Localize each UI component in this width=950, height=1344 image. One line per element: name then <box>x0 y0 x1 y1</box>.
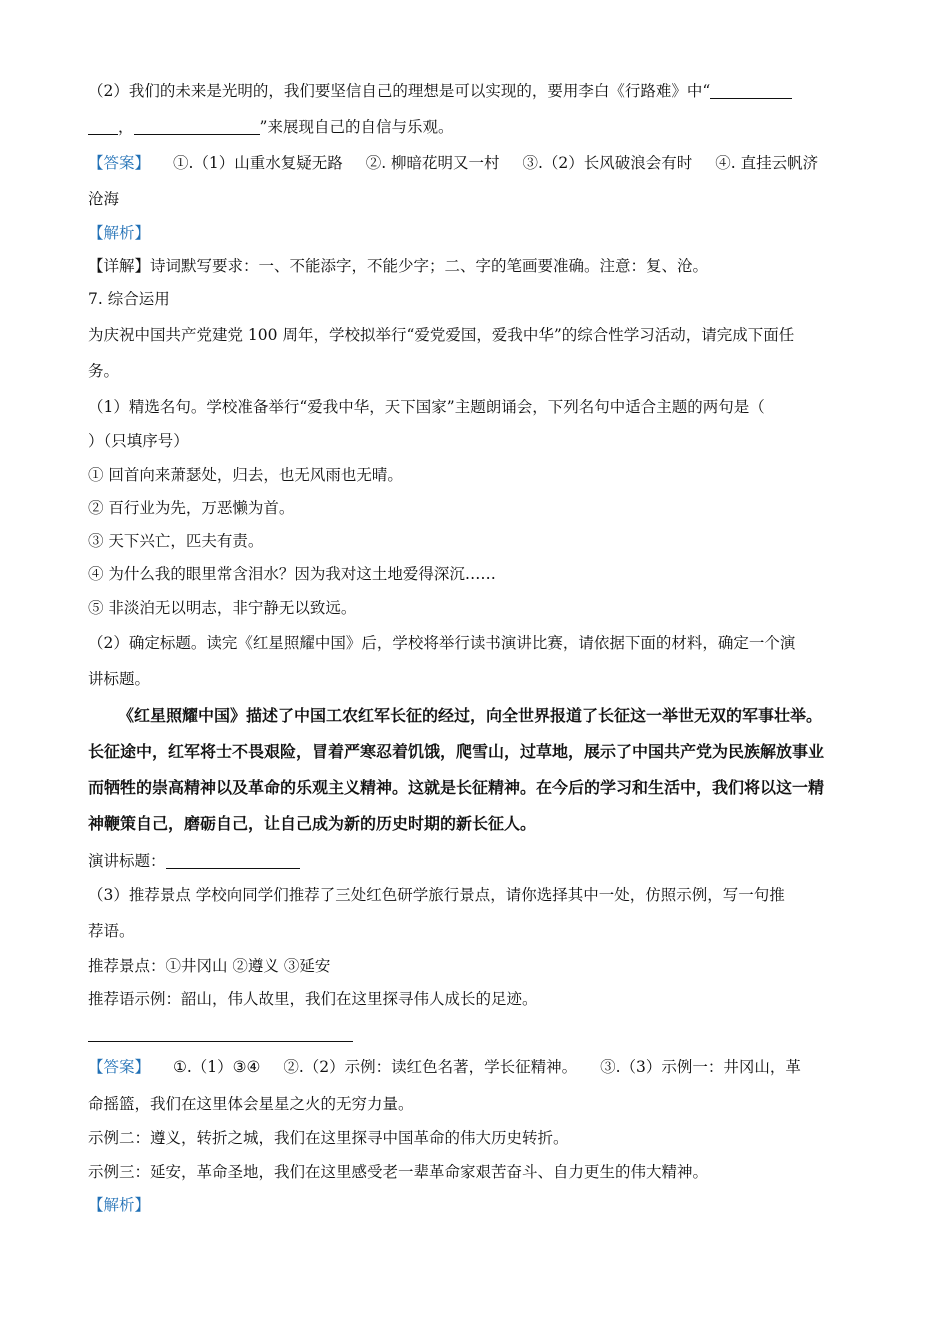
q6-detail: 【详解】诗词默写要求：一、不能添字，不能少字；二、字的笔画要准确。注意：复、沧。 <box>88 257 709 275</box>
q7-option-4: ④ 为什么我的眼里常含泪水？因为我对这土地爱得深沉…… <box>88 565 496 583</box>
q6-part2-line1 <box>88 80 792 102</box>
q7-answer-3: ③.（3）示例一：井冈山，革 <box>600 1058 801 1076</box>
q6-answer-2: ②. 柳暗花明又一村 <box>365 154 500 172</box>
speech-title-blank <box>166 852 300 869</box>
material-line-2: 长征途中，红军将士不畏艰险，冒着严寒忍着饥饿，爬雪山，过草地，展示了中国共产党为民族解放事业 <box>88 742 825 761</box>
q7-option-5: ⑤ 非淡泊无以明志，非宁静无以致远。 <box>88 599 357 617</box>
speech-title-label: 演讲标题： <box>88 852 166 870</box>
q7-sub2-line1: （2）确定标题。读完《红星照耀中国》后，学校将举行读书演讲比赛，请依据下面的材料，确定一个演 <box>88 634 796 652</box>
q7-answer-2: ②.（2）示例：读红色名著，学长征精神。 <box>283 1058 578 1076</box>
q6-part2-line2 <box>88 116 453 138</box>
q7-answer-1: ①.（1）③④ <box>172 1058 261 1076</box>
q7-sub3-line2: 荐语。 <box>88 922 135 940</box>
q6-part2-tail: ”来展现自己的自信与乐观。 <box>259 118 454 136</box>
q7-answer-example-3: 示例三：延安，革命圣地，我们在这里感受老一辈革命家艰苦奋斗、自力更生的伟大精神。 <box>88 1163 709 1181</box>
q7-sub2-line2: 讲标题。 <box>88 670 151 688</box>
answer-blank <box>88 118 118 135</box>
q6-answer-line <box>88 152 818 174</box>
q6-comma: ， <box>118 118 134 136</box>
q6-answer-1: ①.（1）山重水复疑无路 <box>172 154 343 172</box>
q7-example: 推荐语示例：韶山，伟人故里，我们在这里探寻伟人成长的足迹。 <box>88 990 538 1008</box>
q7-option-1: ① 回首向来萧瑟处，归去，也无风雨也无晴。 <box>88 466 403 484</box>
answer-tag: 【答案】 <box>88 154 151 172</box>
q6-answer-4: ④. 直挂云帆济 <box>715 154 819 172</box>
q7-sub1-line2: ）（只填序号） <box>88 432 189 450</box>
analysis-tag: 【解析】 <box>88 224 151 242</box>
analysis-tag: 【解析】 <box>88 1196 151 1214</box>
q6-part2-text: （2）我们的未来是光明的，我们要坚信自己的理想是可以实现的，要用李白《行路难》中“ <box>88 82 711 100</box>
q6-answer-3: ③.（2）长风破浪会有时 <box>522 154 693 172</box>
q7-intro-line2: 务。 <box>88 362 120 380</box>
q7-answer-3-continued: 命摇篮，我们在这里体会星星之火的无穷力量。 <box>88 1095 414 1113</box>
q7-option-2: ② 百行业为先，万恶懒为首。 <box>88 499 295 517</box>
q6-answer-continued: 沧海 <box>88 190 120 208</box>
q7-title: 7. 综合运用 <box>88 290 170 308</box>
answer-blank <box>134 118 260 135</box>
q7-sub3-line1: （3）推荐景点 学校向同学们推荐了三处红色研学旅行景点，请你选择其中一处，仿照示例，写一句推 <box>88 886 785 904</box>
q7-option-3: ③ 天下兴亡，匹夫有责。 <box>88 532 264 550</box>
q7-answer-line <box>88 1056 801 1078</box>
material-line-1: 《红星照耀中国》描述了中国工农红军长征的经过，向全世界报道了长征这一举世无双的军事壮举。 <box>118 706 823 725</box>
q7-answer-example-2: 示例二：遵义，转折之城，我们在这里探寻中国革命的伟大历史转折。 <box>88 1129 569 1147</box>
material-line-3: 而牺牲的崇高精神以及革命的乐观主义精神。这就是长征精神。在今后的学习和生活中，我们将以这一精 <box>88 778 825 797</box>
answer-rule <box>88 1041 353 1042</box>
answer-blank <box>710 82 792 99</box>
material-line-4: 神鞭策自己，磨砺自己，让自己成为新的历史时期的新长征人。 <box>88 814 537 833</box>
q7-sub1-line1: （1）精选名句。学校准备举行“爱我中华，天下国家”主题朗诵会，下列名句中适合主题的两句是（ <box>88 398 765 416</box>
q7-intro-line1: 为庆祝中国共产党建党 100 周年，学校拟举行“爱党爱国，爱我中华”的综合性学习活动，请完成下面任 <box>88 326 795 344</box>
speech-title-line <box>88 850 300 872</box>
answer-tag: 【答案】 <box>88 1058 151 1076</box>
q7-spots: 推荐景点：①井冈山 ②遵义 ③延安 <box>88 957 331 975</box>
